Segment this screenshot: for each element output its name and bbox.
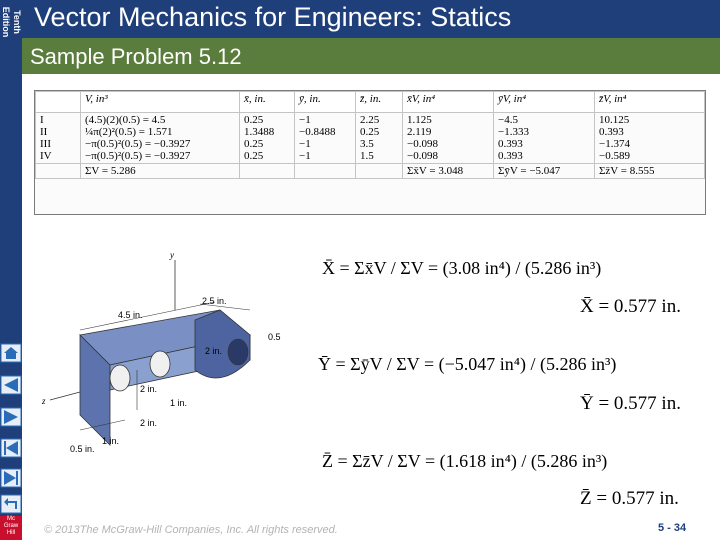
last-button[interactable]	[0, 468, 22, 488]
next-button[interactable]	[0, 407, 22, 427]
data-table	[35, 91, 705, 179]
col-header-yv: ȳV, in⁴	[494, 92, 595, 113]
y-equation: Ȳ = ΣȳV / ΣV = (−5.047 in⁴) / (5.286 in³)	[318, 354, 617, 374]
x-cell	[240, 113, 295, 164]
page-number: 5 - 34	[658, 522, 687, 534]
table-value: 3.5	[360, 138, 374, 150]
hole-one	[110, 365, 130, 391]
dim-label-1a: 1 in.	[170, 398, 188, 408]
left-sidebar	[0, 0, 22, 540]
z-axis	[50, 392, 80, 400]
table-value: −0.098	[407, 138, 438, 150]
table-value: −0.8488	[299, 126, 336, 138]
table-value: −0.098	[407, 150, 438, 162]
table-header-row	[36, 92, 705, 113]
x-equation: X̄ = Σx̄V / ΣV = (3.08 in⁴) / (5.286 in³)	[322, 258, 602, 278]
totals-blank	[240, 164, 295, 179]
table-value: 0.25	[244, 150, 264, 162]
page-title: Vector Mechanics for Engineers: Statics	[34, 2, 512, 32]
table-value: 0.393	[498, 150, 523, 162]
dim-label-1b: 1 in.	[102, 436, 120, 446]
table-value: 2.119	[407, 126, 432, 138]
z-cell	[356, 113, 403, 164]
zv-cell	[595, 113, 705, 164]
row-labels-cell	[36, 113, 81, 164]
cylinder-end	[228, 339, 248, 365]
dim-label-25: 2.5 in.	[202, 296, 227, 306]
totals-blank	[295, 164, 356, 179]
header-bar	[22, 0, 720, 38]
table-value: 0.393	[498, 138, 523, 150]
row-label: II	[40, 126, 48, 138]
mcgraw-hill-logo: Mc Graw Hill	[0, 516, 22, 540]
table-value: (4.5)(2)(0.5) = 4.5	[85, 114, 166, 126]
table-value: −1.333	[498, 126, 529, 138]
table-value: 1.3488	[244, 126, 275, 138]
subheader-bar	[22, 38, 720, 74]
totals-blank	[36, 164, 81, 179]
y-axis-label: y	[170, 250, 174, 260]
copyright-notice: © 2013The McGraw-Hill Companies, Inc. All rights reserved.	[44, 524, 338, 536]
row-label: III	[40, 138, 51, 150]
dim-label-2: 2 in.	[140, 384, 158, 394]
results-table	[34, 90, 706, 215]
table-value: 0.25	[360, 126, 380, 138]
col-header-z: z̄, in.	[356, 92, 403, 113]
table-header-blank	[36, 92, 81, 113]
row-label: IV	[40, 150, 52, 162]
table-value: 0.25	[244, 114, 264, 126]
table-value: 1.125	[407, 114, 432, 126]
table-value: −1	[299, 114, 311, 126]
y-cell	[295, 113, 356, 164]
table-value: −π(0.5)²(0.5) = −0.3927	[85, 150, 191, 162]
totals-row	[36, 164, 705, 179]
skip-forward-icon	[0, 468, 22, 488]
dim-label-2b: 2 in.	[140, 418, 158, 428]
table-value: −1	[299, 150, 311, 162]
xv-cell	[403, 113, 494, 164]
total-yv: ΣȳV = −5.047	[494, 164, 595, 179]
dim-label-45: 4.5 in.	[118, 310, 143, 320]
part-figure	[20, 240, 320, 480]
edition-label: Tenth Edition	[1, 6, 22, 38]
dim-label-2m: 2 in.	[205, 346, 223, 356]
x-result: X̄ = 0.577 in.	[580, 296, 681, 317]
total-v: ΣV = 5.286	[81, 164, 240, 179]
table-value: 0.393	[599, 126, 624, 138]
table-value: 0.25	[244, 138, 264, 150]
col-header-xv: x̄V, in⁴	[403, 92, 494, 113]
home-icon	[0, 343, 22, 363]
z-equation: Z̄ = Σz̄V / ΣV = (1.618 in⁴) / (5.286 in³)	[322, 451, 608, 471]
slide-subtitle: Sample Problem 5.12	[30, 44, 242, 69]
total-xv: Σx̄V = 3.048	[403, 164, 494, 179]
col-header-x: x̄, in.	[240, 92, 295, 113]
arrow-right-icon	[0, 407, 22, 427]
table-value: −π(0.5)²(0.5) = −0.3927	[85, 138, 191, 150]
table-value: 10.125	[599, 114, 630, 126]
v-cell	[81, 113, 240, 164]
hole-two	[150, 351, 170, 377]
table-value: ¼π(2)²(0.5) = 1.571	[85, 126, 173, 138]
table-value: −1.374	[599, 138, 630, 150]
y-result: Ȳ = 0.577 in.	[580, 393, 681, 414]
table-value: −0.589	[599, 150, 630, 162]
table-value: 2.25	[360, 114, 380, 126]
arrow-left-icon	[0, 375, 22, 395]
first-button[interactable]	[0, 438, 22, 458]
col-header-v: V, in³	[81, 92, 240, 113]
home-button[interactable]	[0, 343, 22, 363]
dim-label-05-bottom: 0.5 in.	[70, 444, 95, 454]
table-value: −4.5	[498, 114, 518, 126]
col-header-zv: z̄V, in⁴	[595, 92, 705, 113]
table-value: −1	[299, 138, 311, 150]
totals-blank	[356, 164, 403, 179]
z-result: Z̄ = 0.577 in.	[580, 488, 679, 509]
return-button[interactable]	[0, 494, 22, 514]
z-axis-label: z	[42, 396, 46, 406]
yv-cell	[494, 113, 595, 164]
back-return-icon	[0, 494, 22, 514]
col-header-y: ȳ, in.	[295, 92, 356, 113]
table-value: 1.5	[360, 150, 374, 162]
row-label: I	[40, 114, 44, 126]
table-body-row	[36, 113, 705, 164]
skip-back-icon	[0, 438, 22, 458]
previous-button[interactable]	[0, 375, 22, 395]
total-zv: Σz̄V = 8.555	[595, 164, 705, 179]
dim-label-05-top: 0.5	[268, 332, 281, 342]
